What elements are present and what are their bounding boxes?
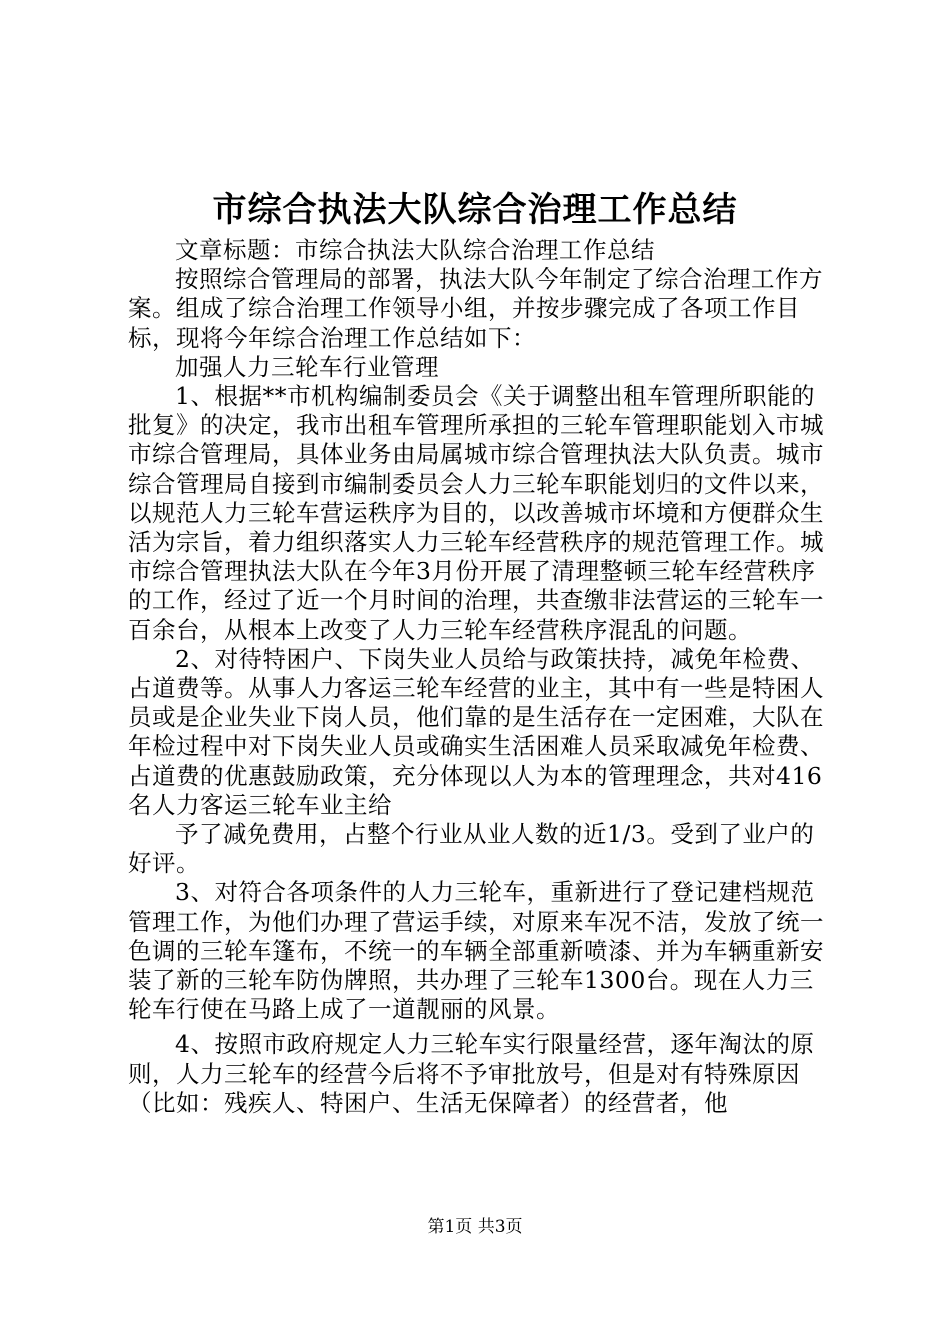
section-heading: 加强人力三轮车行业管理	[175, 352, 439, 381]
article-title-line: 文章标题：市综合执法大队综合治理工作总结	[175, 236, 655, 264]
intro-paragraph: 按照综合管理局的部署，执法大队今年制定了综合治理工作方案。组成了综合治理工作领导小组，并按步骤完成了各项工作目标，现将今年综合治理工作总结如下：	[128, 265, 823, 352]
paragraph-item-2: 2、对待特困户、下岗失业人员给与政策扶持，减免年检费、占道费等。从事人力客运三轮车经营的业主，其中有一些是特困人员或是企业失业下岗人员，他们靠的是生活存在一定困难，大队在年检过程中对下岗失业人员或确实生活困难人员采取减免年检费、占道费的优惠鼓励政策，充分体现以人为本的管理理念，共对416名人力客运三轮车业主给	[128, 644, 824, 819]
paragraph-item-4: 4、按照市政府规定人力三轮车实行限量经营，逐年淘汰的原则，人力三轮车的经营今后将不予审批放号，但是对有特殊原因（比如：残疾人、特困户、生活无保障者）的经营者，他	[128, 1030, 815, 1117]
page-footer: 第1页 共3页	[427, 1217, 523, 1237]
document-body	[128, 236, 828, 1118]
document-title: 市综合执法大队综合治理工作总结	[212, 190, 738, 230]
paragraph-item-3: 3、对符合各项条件的人力三轮车，重新进行了登记建档规范管理工作，为他们办理了营运手续，对原来车况不洁，发放了统一色调的三轮车篷布，不统一的车辆全部重新喷漆、并为车辆重新安装了新的三轮车防伪牌照，共办理了三轮车1300台。现在人力三轮车行使在马路上成了一道靓丽的风景。	[128, 878, 824, 1024]
paragraph-item-2-continued: 予了减免费用，占整个行业从业人数的近1/3。受到了业户的好评。	[128, 820, 815, 878]
paragraph-item-1: 1、根据**市机构编制委员会《关于调整出租车管理所职能的批复》的决定，我市出租车管理所承担的三轮车管理职能划入市城市综合管理局，具体业务由局属城市综合管理执法大队负责。城市综合管理局自接到市编制委员会人力三轮车职能划归的文件以来，以规范人力三轮车营运秩序为目的，以改善城市坏境和方便群众生活为宗旨，着力组织落实人力三轮车经营秩序的规范管理工作。城市综合管理执法大队在今年3月份开展了清理整顿三轮车经营秩序的工作，经过了近一个月时间的治理，共查缴非法营运的三轮车一百余台，从根本上改变了人力三轮车经营秩序混乱的问题。	[128, 382, 824, 644]
